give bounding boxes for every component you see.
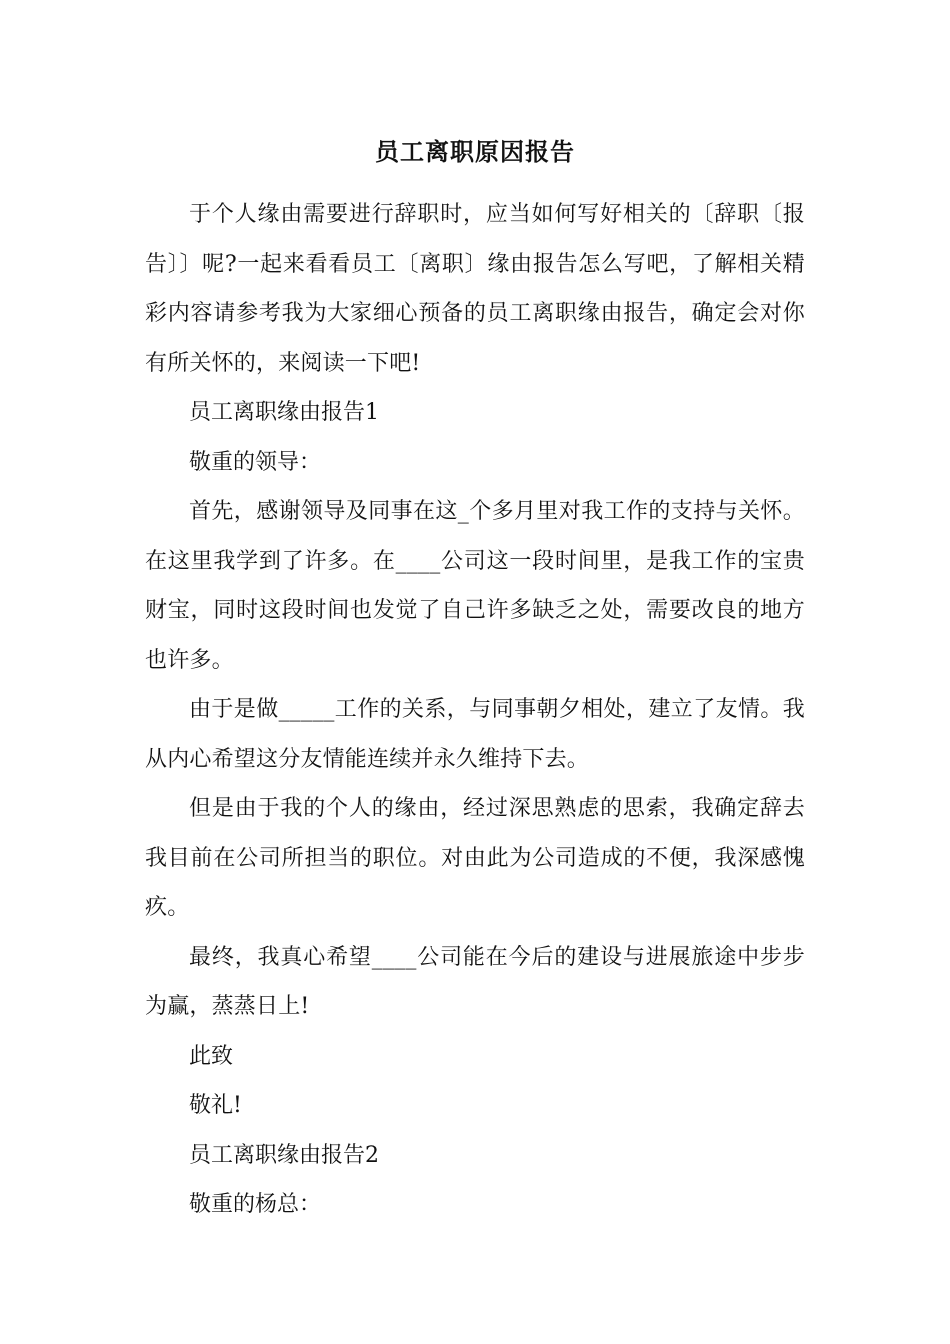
body-paragraph-2: 由于是做_____工作的关系，与同事朝夕相处，建立了友情。我从内心希望这分友情能连续并永久维持下去。: [145, 697, 805, 772]
closing-line-1: 此致: [189, 1043, 234, 1069]
document-title: 员工离职原因报告: [375, 137, 575, 166]
closing-line-2: 敬礼!: [189, 1093, 242, 1118]
body-paragraph-4: 最终，我真心希望____公司能在今后的建设与进展旅途中步步为赢，蒸蒸日上!: [145, 944, 805, 1019]
report-2-heading: 员工离职缘由报告2: [189, 1142, 379, 1168]
body-paragraph-1: 首先，感谢领导及同事在这_个多月里对我工作的支持与关怀。在这里我学到了许多。在____公司这一段时间里，是我工作的宝贵财宝，同时这段时间也发觉了自己许多缺乏之处，需要改良的地方也许多。: [145, 499, 805, 673]
report-1-heading: 员工离职缘由报告1: [189, 400, 379, 425]
document-page: [145, 120, 805, 1230]
body-paragraph-3: 但是由于我的个人的缘由，经过深思熟虑的思索，我确定辞去我目前在公司所担当的职位。对由此为公司造成的不便，我深感愧疚。: [145, 796, 805, 920]
intro-paragraph: 于个人缘由需要进行辞职时，应当如何写好相关的〔辞职〔报告〕〕呢?一起来看看员工〔离职〕缘由报告怎么写吧，了解相关精彩内容请参考我为大家细心预备的员工离职缘由报告，确定会对你有所关怀的，来阅读一下吧!: [145, 202, 805, 376]
salutation-2: 敬重的杨总：: [189, 1192, 322, 1217]
salutation-1: 敬重的领导：: [189, 449, 322, 475]
